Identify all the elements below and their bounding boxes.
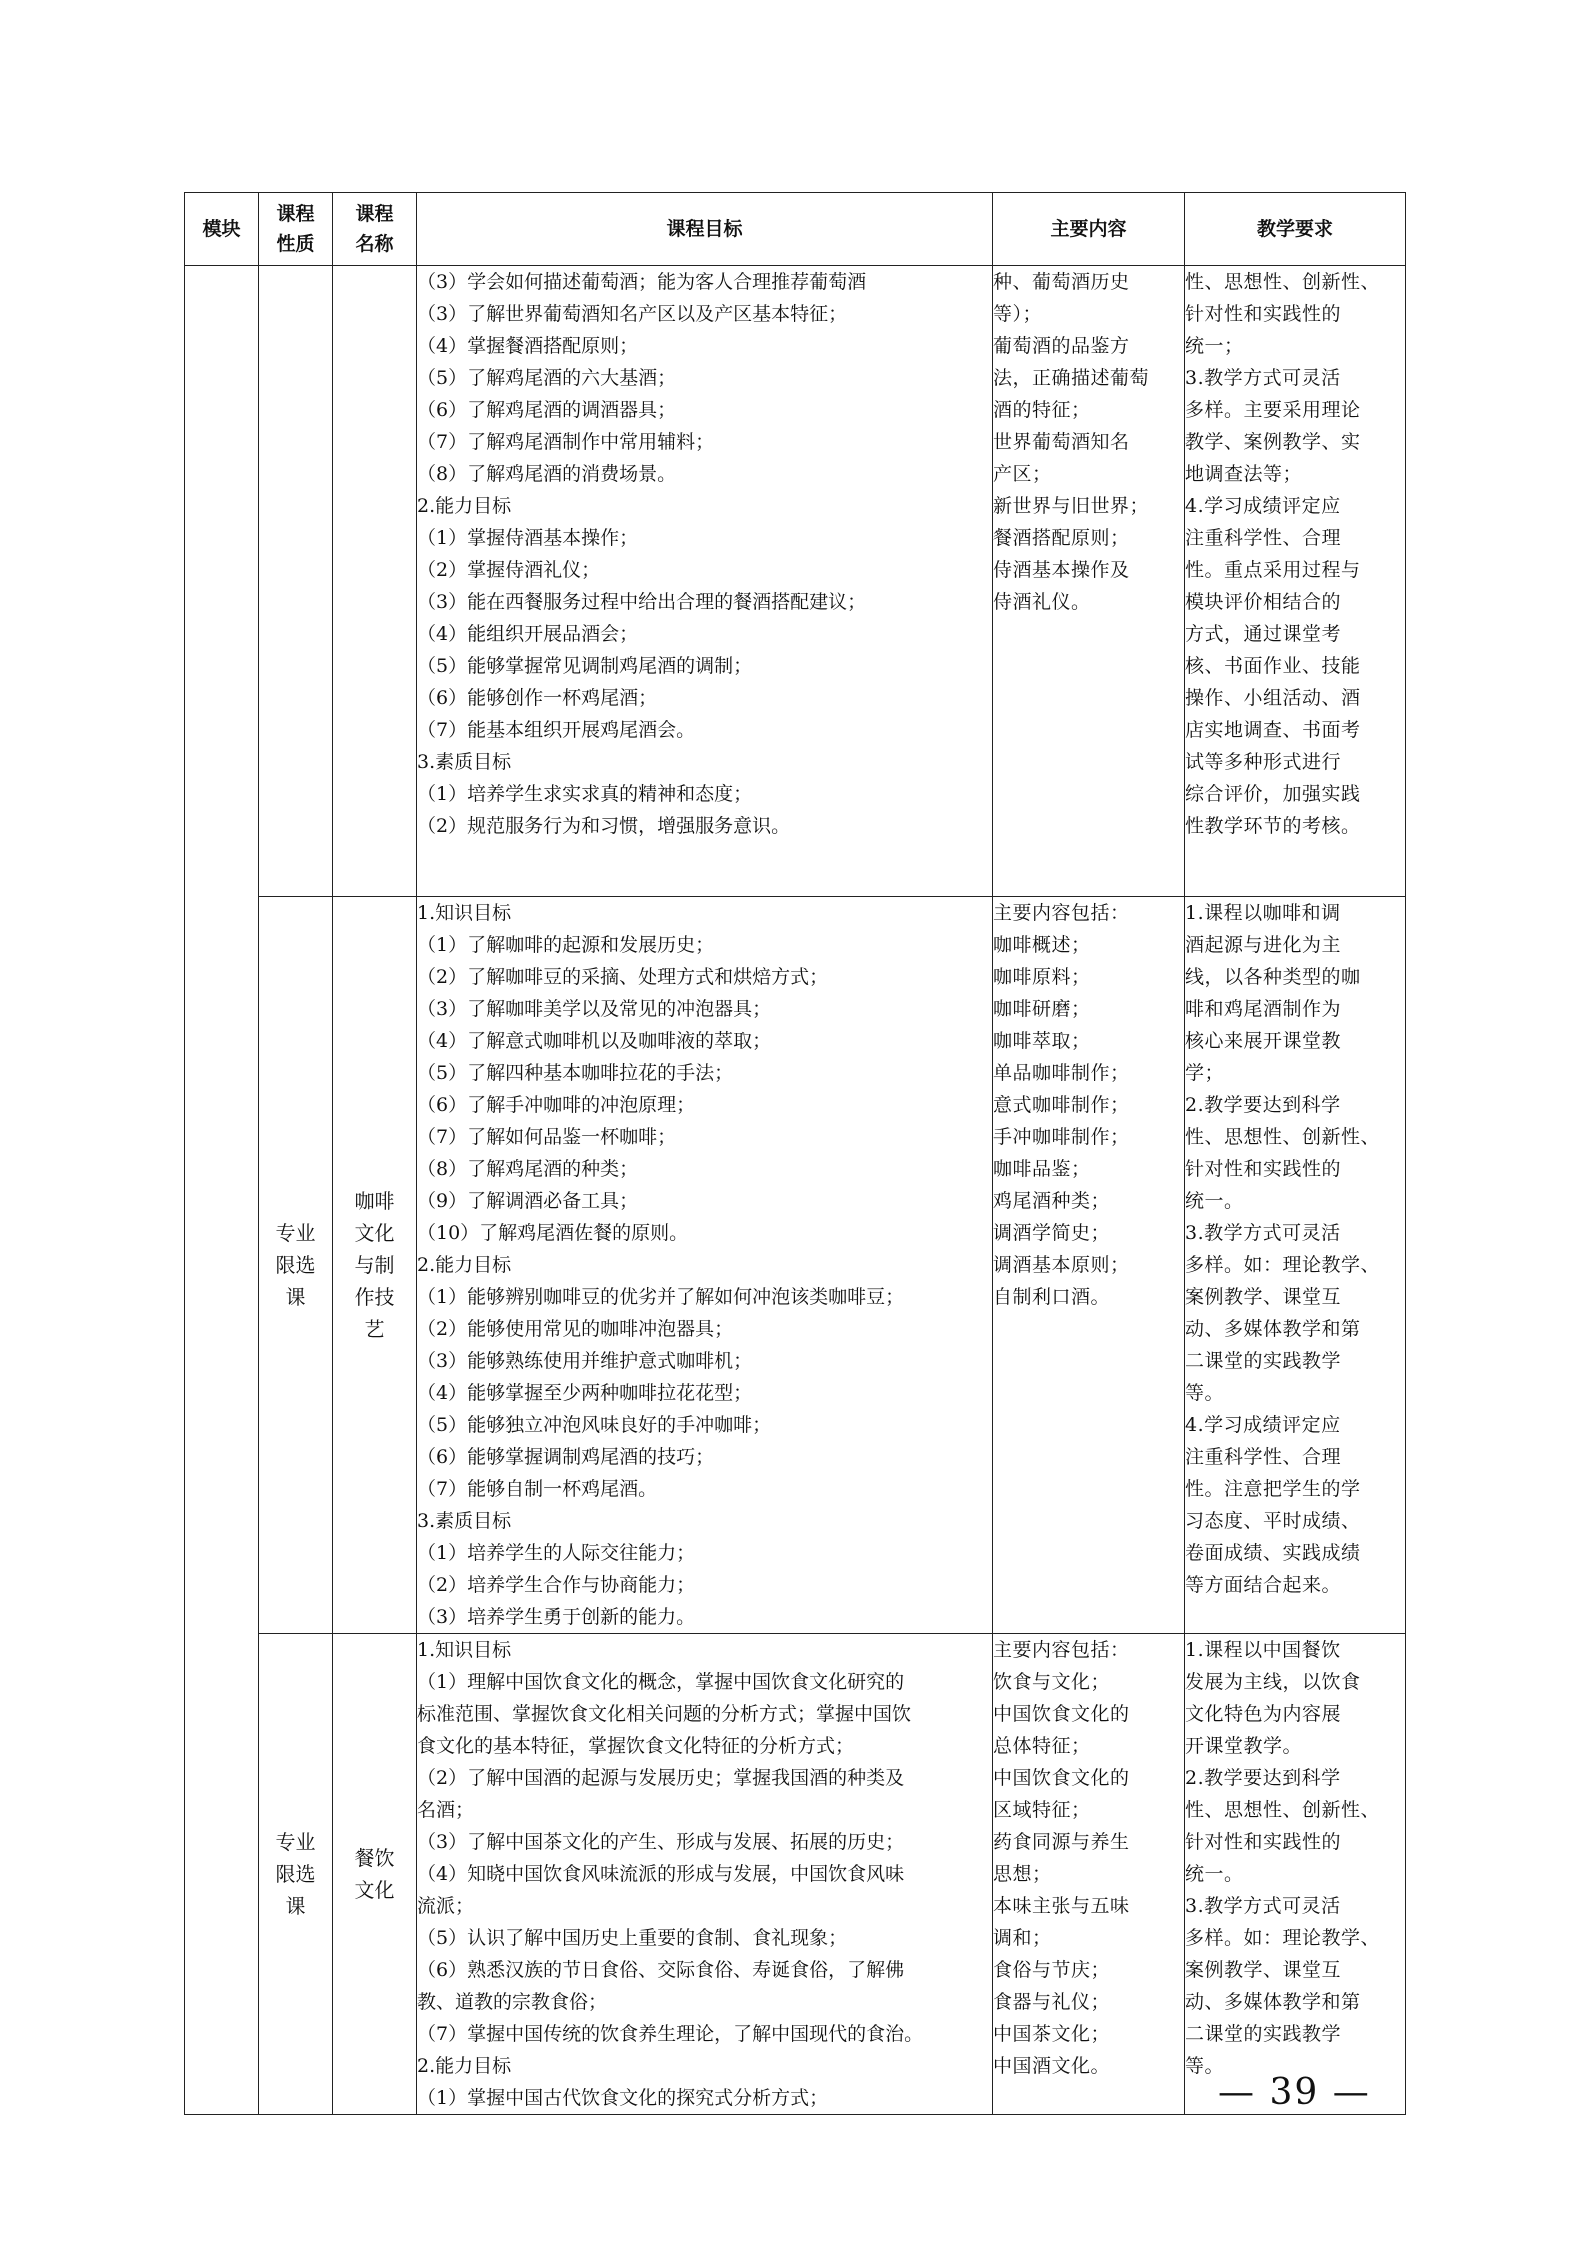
cell-line: （7）掌握中国传统的饮食养生理论，了解中国现代的食治。 [417,2023,924,2045]
header-goals-label: 课程目标 [666,218,743,240]
cell-line: 等。 [1185,1382,1225,1404]
cell-line: 针对性和实践性的 [1185,1158,1342,1180]
cell-line: 3.素质目标 [417,1510,512,1532]
cell-line: 饮食与文化； [993,1671,1111,1693]
cell-line: （5）了解鸡尾酒的六大基酒； [417,367,677,389]
cell-line: 发展为主线，以饮食 [1185,1671,1361,1693]
cell-line: （7）能基本组织开展鸡尾酒会。 [417,719,696,741]
cell-line: 食俗与节庆； [993,1959,1111,1981]
cell-line: （3）能够熟练使用并维护意式咖啡机； [417,1350,753,1372]
cell-line: （3）能在西餐服务过程中给出合理的餐酒搭配建议； [417,591,867,613]
nature-cell [259,266,333,897]
cell-line: 动、多媒体教学和第 [1185,1318,1361,1340]
cell-line: 咖啡 [354,1189,395,1213]
nature-cell [259,897,333,1634]
header-nature-label: 课程 性质 [276,203,315,255]
cell-line: 意式咖啡制作； [993,1094,1130,1116]
cell-line: 餐饮 [354,1846,395,1870]
goals-cell [417,897,993,1634]
cell-line: 1.课程以咖啡和调 [1185,902,1341,924]
cell-line: 新世界与旧世界； [993,495,1150,517]
course-name-cell [333,897,417,1634]
cell-line: （1）掌握侍酒基本操作； [417,527,639,549]
cell-line: 多样。如：理论教学、 [1185,1254,1381,1276]
cell-line: 中国酒文化。 [993,2055,1111,2077]
cell-line: 主要内容包括： [993,1639,1130,1661]
cell-line: 食文化的基本特征，掌握饮食文化特征的分析方式； [417,1735,855,1757]
cell-line: 1.知识目标 [417,1639,512,1661]
cell-line: 2.教学要达到科学 [1185,1767,1341,1789]
cell-line: （8）了解鸡尾酒的消费场景。 [417,463,677,485]
cell-line: 思想； [993,1863,1052,1885]
cell-line: （7）了解如何品鉴一杯咖啡； [417,1126,677,1148]
header-requirements [1185,193,1406,266]
cell-line: 咖啡萃取； [993,1030,1091,1052]
cell-line: 作技 [354,1285,395,1309]
requirements-cell [1185,266,1406,897]
cell-line: 性。重点采用过程与 [1185,559,1361,581]
cell-line: （2）了解中国酒的起源与发展历史；掌握我国酒的种类及 [417,1767,905,1789]
cell-line: 针对性和实践性的 [1185,303,1342,325]
cell-line: 侍酒基本操作及 [993,559,1130,581]
cell-line: （5）认识了解中国历史上重要的食制、食礼现象； [417,1927,848,1949]
cell-line: （2）了解咖啡豆的采摘、处理方式和烘焙方式； [417,966,829,988]
cell-line: 名酒； [417,1799,475,1821]
cell-line: 2.教学要达到科学 [1185,1094,1341,1116]
cell-line: （4）能够掌握至少两种咖啡拉花花型； [417,1382,753,1404]
table-row [185,266,1406,897]
cell-line: 模块评价相结合的 [1185,591,1342,613]
cell-line: （4）了解意式咖啡机以及咖啡液的萃取； [417,1030,772,1052]
cell-line: 单品咖啡制作； [993,1062,1130,1084]
cell-line: 咖啡概述； [993,934,1091,956]
cell-line: 自制利口酒。 [993,1286,1111,1308]
cell-line: 2.能力目标 [417,2055,512,2077]
table-row [185,897,1406,1634]
cell-line: 区域特征； [993,1799,1091,1821]
cell-line: 教、道教的宗教食俗； [417,1991,608,2013]
cell-line: （9）了解调酒必备工具； [417,1190,639,1212]
cell-line: 性、思想性、创新性、 [1185,1126,1381,1148]
cell-line: 法，正确描述葡萄 [993,367,1150,389]
cell-line: 专业 [275,1221,316,1245]
cell-line: （8）了解鸡尾酒的种类； [417,1158,639,1180]
cell-line: （1）掌握中国古代饮食文化的探究式分析方式； [417,2087,829,2109]
cell-line: （2）培养学生合作与协商能力； [417,1574,696,1596]
cell-line: （1）培养学生求实求真的精神和态度； [417,783,753,805]
cell-line: 课 [285,1285,306,1309]
cell-line: （2）规范服务行为和习惯，增强服务意识。 [417,815,791,837]
cell-line: 鸡尾酒种类； [993,1190,1111,1212]
header-goals [417,193,993,266]
requirements-cell [1185,897,1406,1634]
cell-line: 2.能力目标 [417,495,512,517]
cell-line: 线，以各种类型的咖 [1185,966,1361,988]
cell-line: 标准范围、掌握饮食文化相关问题的分析方式；掌握中国饮 [417,1703,912,1725]
cell-line: 统一。 [1185,1190,1244,1212]
cell-line: 侍酒礼仪。 [993,591,1091,613]
course-name-cell [333,1634,417,2115]
cell-line: 等）； [993,303,1043,325]
cell-line: 4.学习成绩评定应 [1185,495,1341,517]
cell-line: 等方面结合起来。 [1185,1574,1342,1596]
cell-line: （5）能够独立冲泡风味良好的手冲咖啡； [417,1414,772,1436]
cell-line: 中国茶文化； [993,2023,1111,2045]
cell-line: 注重科学性、合理 [1185,1446,1342,1468]
cell-line: 文化 [354,1221,395,1245]
cell-line: 注重科学性、合理 [1185,527,1342,549]
cell-line: 调酒基本原则； [993,1254,1130,1276]
cell-line: 统一； [1185,335,1244,357]
cell-line: 案例教学、课堂互 [1185,1286,1342,1308]
cell-line: 咖啡原料； [993,966,1091,988]
cell-line: 统一。 [1185,1863,1244,1885]
cell-line: 卷面成绩、实践成绩 [1185,1542,1361,1564]
content-cell [993,1634,1185,2115]
cell-line: （3）了解世界葡萄酒知名产区以及产区基本特征； [417,303,848,325]
cell-line: 课 [285,1894,306,1918]
cell-line: （2）能够使用常见的咖啡冲泡器具； [417,1318,734,1340]
cell-line: 案例教学、课堂互 [1185,1959,1342,1981]
cell-line: 咖啡研磨； [993,998,1091,1020]
cell-line: （6）熟悉汉族的节日食俗、交际食俗、寿诞食俗，了解佛 [417,1959,905,1981]
cell-line: 地调查法等； [1185,463,1303,485]
header-content-label: 主要内容 [1050,218,1127,240]
cell-line: （3）了解中国茶文化的产生、形成与发展、拓展的历史； [417,1831,905,1853]
header-row [185,193,1406,266]
cell-line: 中国饮食文化的 [993,1767,1130,1789]
cell-line: 限选 [275,1862,316,1886]
cell-line: 世界葡萄酒知名 [993,431,1130,453]
cell-line: 3.教学方式可灵活 [1185,1222,1341,1244]
cell-line: 调和； [993,1927,1052,1949]
cell-line: 与制 [354,1253,395,1277]
cell-line: 1.知识目标 [417,902,512,924]
cell-line: 开课堂教学。 [1185,1735,1303,1757]
cell-line: 啡和鸡尾酒制作为 [1185,998,1342,1020]
cell-line: 2.能力目标 [417,1254,512,1276]
cell-line: （1）理解中国饮食文化的概念，掌握中国饮食文化研究的 [417,1671,905,1693]
cell-line: （1）培养学生的人际交往能力； [417,1542,696,1564]
cell-line: 中国饮食文化的 [993,1703,1130,1725]
cell-line: 多样。如：理论教学、 [1185,1927,1381,1949]
cell-line: 种、葡萄酒历史 [993,271,1130,293]
cell-line: （6）能够掌握调制鸡尾酒的技巧； [417,1446,715,1468]
cell-line: 3.素质目标 [417,751,512,773]
cell-line: 咖啡品鉴； [993,1158,1091,1180]
cell-line: 核、书面作业、技能 [1185,655,1361,677]
header-module [185,193,259,266]
module-cell [185,266,259,2115]
cell-line: 二课堂的实践教学 [1185,1350,1342,1372]
cell-line: 3.教学方式可灵活 [1185,367,1341,389]
cell-line: （3）了解咖啡美学以及常见的冲泡器具； [417,998,772,1020]
cell-line: 酒起源与进化为主 [1185,934,1342,956]
cell-line: 产区； [993,463,1052,485]
header-module-label: 模块 [202,218,241,240]
cell-line: 操作、小组活动、酒 [1185,687,1361,709]
cell-line: （6）了解鸡尾酒的调酒器具； [417,399,677,421]
cell-line: 针对性和实践性的 [1185,1831,1342,1853]
cell-line: 本味主张与五味 [993,1895,1130,1917]
cell-line: （1）能够辨别咖啡豆的优劣并了解如何冲泡该类咖啡豆； [417,1286,905,1308]
header-name-label: 课程 名称 [355,203,394,255]
cell-line: 专业 [275,1830,316,1854]
cell-line: 主要内容包括： [993,902,1130,924]
cell-line: 4.学习成绩评定应 [1185,1414,1341,1436]
table-row [185,1634,1406,2115]
cell-line: 艺 [364,1317,385,1341]
nature-cell [259,1634,333,2115]
header-requirements-label: 教学要求 [1256,218,1333,240]
cell-line: （7）能够自制一杯鸡尾酒。 [417,1478,658,1500]
cell-line: 核心来展开课堂教 [1185,1030,1342,1052]
cell-line: （3）学会如何描述葡萄酒；能为客人合理推荐葡萄酒 [417,271,867,293]
cell-line: 1.课程以中国餐饮 [1185,1639,1341,1661]
cell-line: 限选 [275,1253,316,1277]
cell-line: （5）能够掌握常见调制鸡尾酒的调制； [417,655,753,677]
cell-line: （4）知晓中国饮食风味流派的形成与发展，中国饮食风味 [417,1863,905,1885]
cell-line: 文化 [354,1878,395,1902]
cell-line: （2）掌握侍酒礼仪； [417,559,601,581]
cell-line: 综合评价，加强实践 [1185,783,1361,805]
cell-line: 性、思想性、创新性、 [1185,271,1381,293]
course-name-cell [333,266,417,897]
cell-line: 葡萄酒的品鉴方 [993,335,1130,357]
cell-line: （7）了解鸡尾酒制作中常用辅料； [417,431,715,453]
cell-line: 性、思想性、创新性、 [1185,1799,1381,1821]
header-content [993,193,1185,266]
cell-line: 药食同源与养生 [993,1831,1130,1853]
cell-line: （3）培养学生勇于创新的能力。 [417,1606,696,1628]
cell-line: （4）掌握餐酒搭配原则； [417,335,639,357]
cell-line: 酒的特征； [993,399,1091,421]
curriculum-table [184,192,1406,2115]
cell-line: 教学、案例教学、实 [1185,431,1361,453]
cell-line: 餐酒搭配原则； [993,527,1130,549]
content-cell [993,266,1185,897]
cell-line: 流派； [417,1895,475,1917]
cell-line: 性教学环节的考核。 [1185,815,1361,837]
content-cell [993,897,1185,1634]
requirements-cell [1185,1634,1406,2115]
cell-line: 学； [1185,1062,1225,1084]
cell-line: 店实地调查、书面考 [1185,719,1361,741]
cell-line: 文化特色为内容展 [1185,1703,1342,1725]
cell-line: （1）了解咖啡的起源和发展历史； [417,934,715,956]
cell-line: （10）了解鸡尾酒佐餐的原则。 [417,1222,689,1244]
header-name [333,193,417,266]
cell-line: 等。 [1185,2055,1225,2077]
header-nature [259,193,333,266]
cell-line: 调酒学简史； [993,1222,1111,1244]
cell-line: （5）了解四种基本咖啡拉花的手法； [417,1062,734,1084]
cell-line: （4）能组织开展品酒会； [417,623,639,645]
goals-cell [417,266,993,897]
cell-line: 多样。主要采用理论 [1185,399,1361,421]
cell-line: （6）了解手冲咖啡的冲泡原理； [417,1094,696,1116]
cell-line: （6）能够创作一杯鸡尾酒； [417,687,658,709]
cell-line: 动、多媒体教学和第 [1185,1991,1361,2013]
cell-line: 二课堂的实践教学 [1185,2023,1342,2045]
page-number: — 39 — [1218,2072,1371,2113]
cell-line: 手冲咖啡制作； [993,1126,1130,1148]
goals-cell [417,1634,993,2115]
cell-line: 3.教学方式可灵活 [1185,1895,1341,1917]
cell-line: 总体特征； [993,1735,1091,1757]
cell-line: 食器与礼仪； [993,1991,1111,2013]
cell-line: 试等多种形式进行 [1185,751,1342,773]
cell-line: 性。注意把学生的学 [1185,1478,1361,1500]
cell-line: 方式，通过课堂考 [1185,623,1342,645]
cell-line: 习态度、平时成绩、 [1185,1510,1361,1532]
